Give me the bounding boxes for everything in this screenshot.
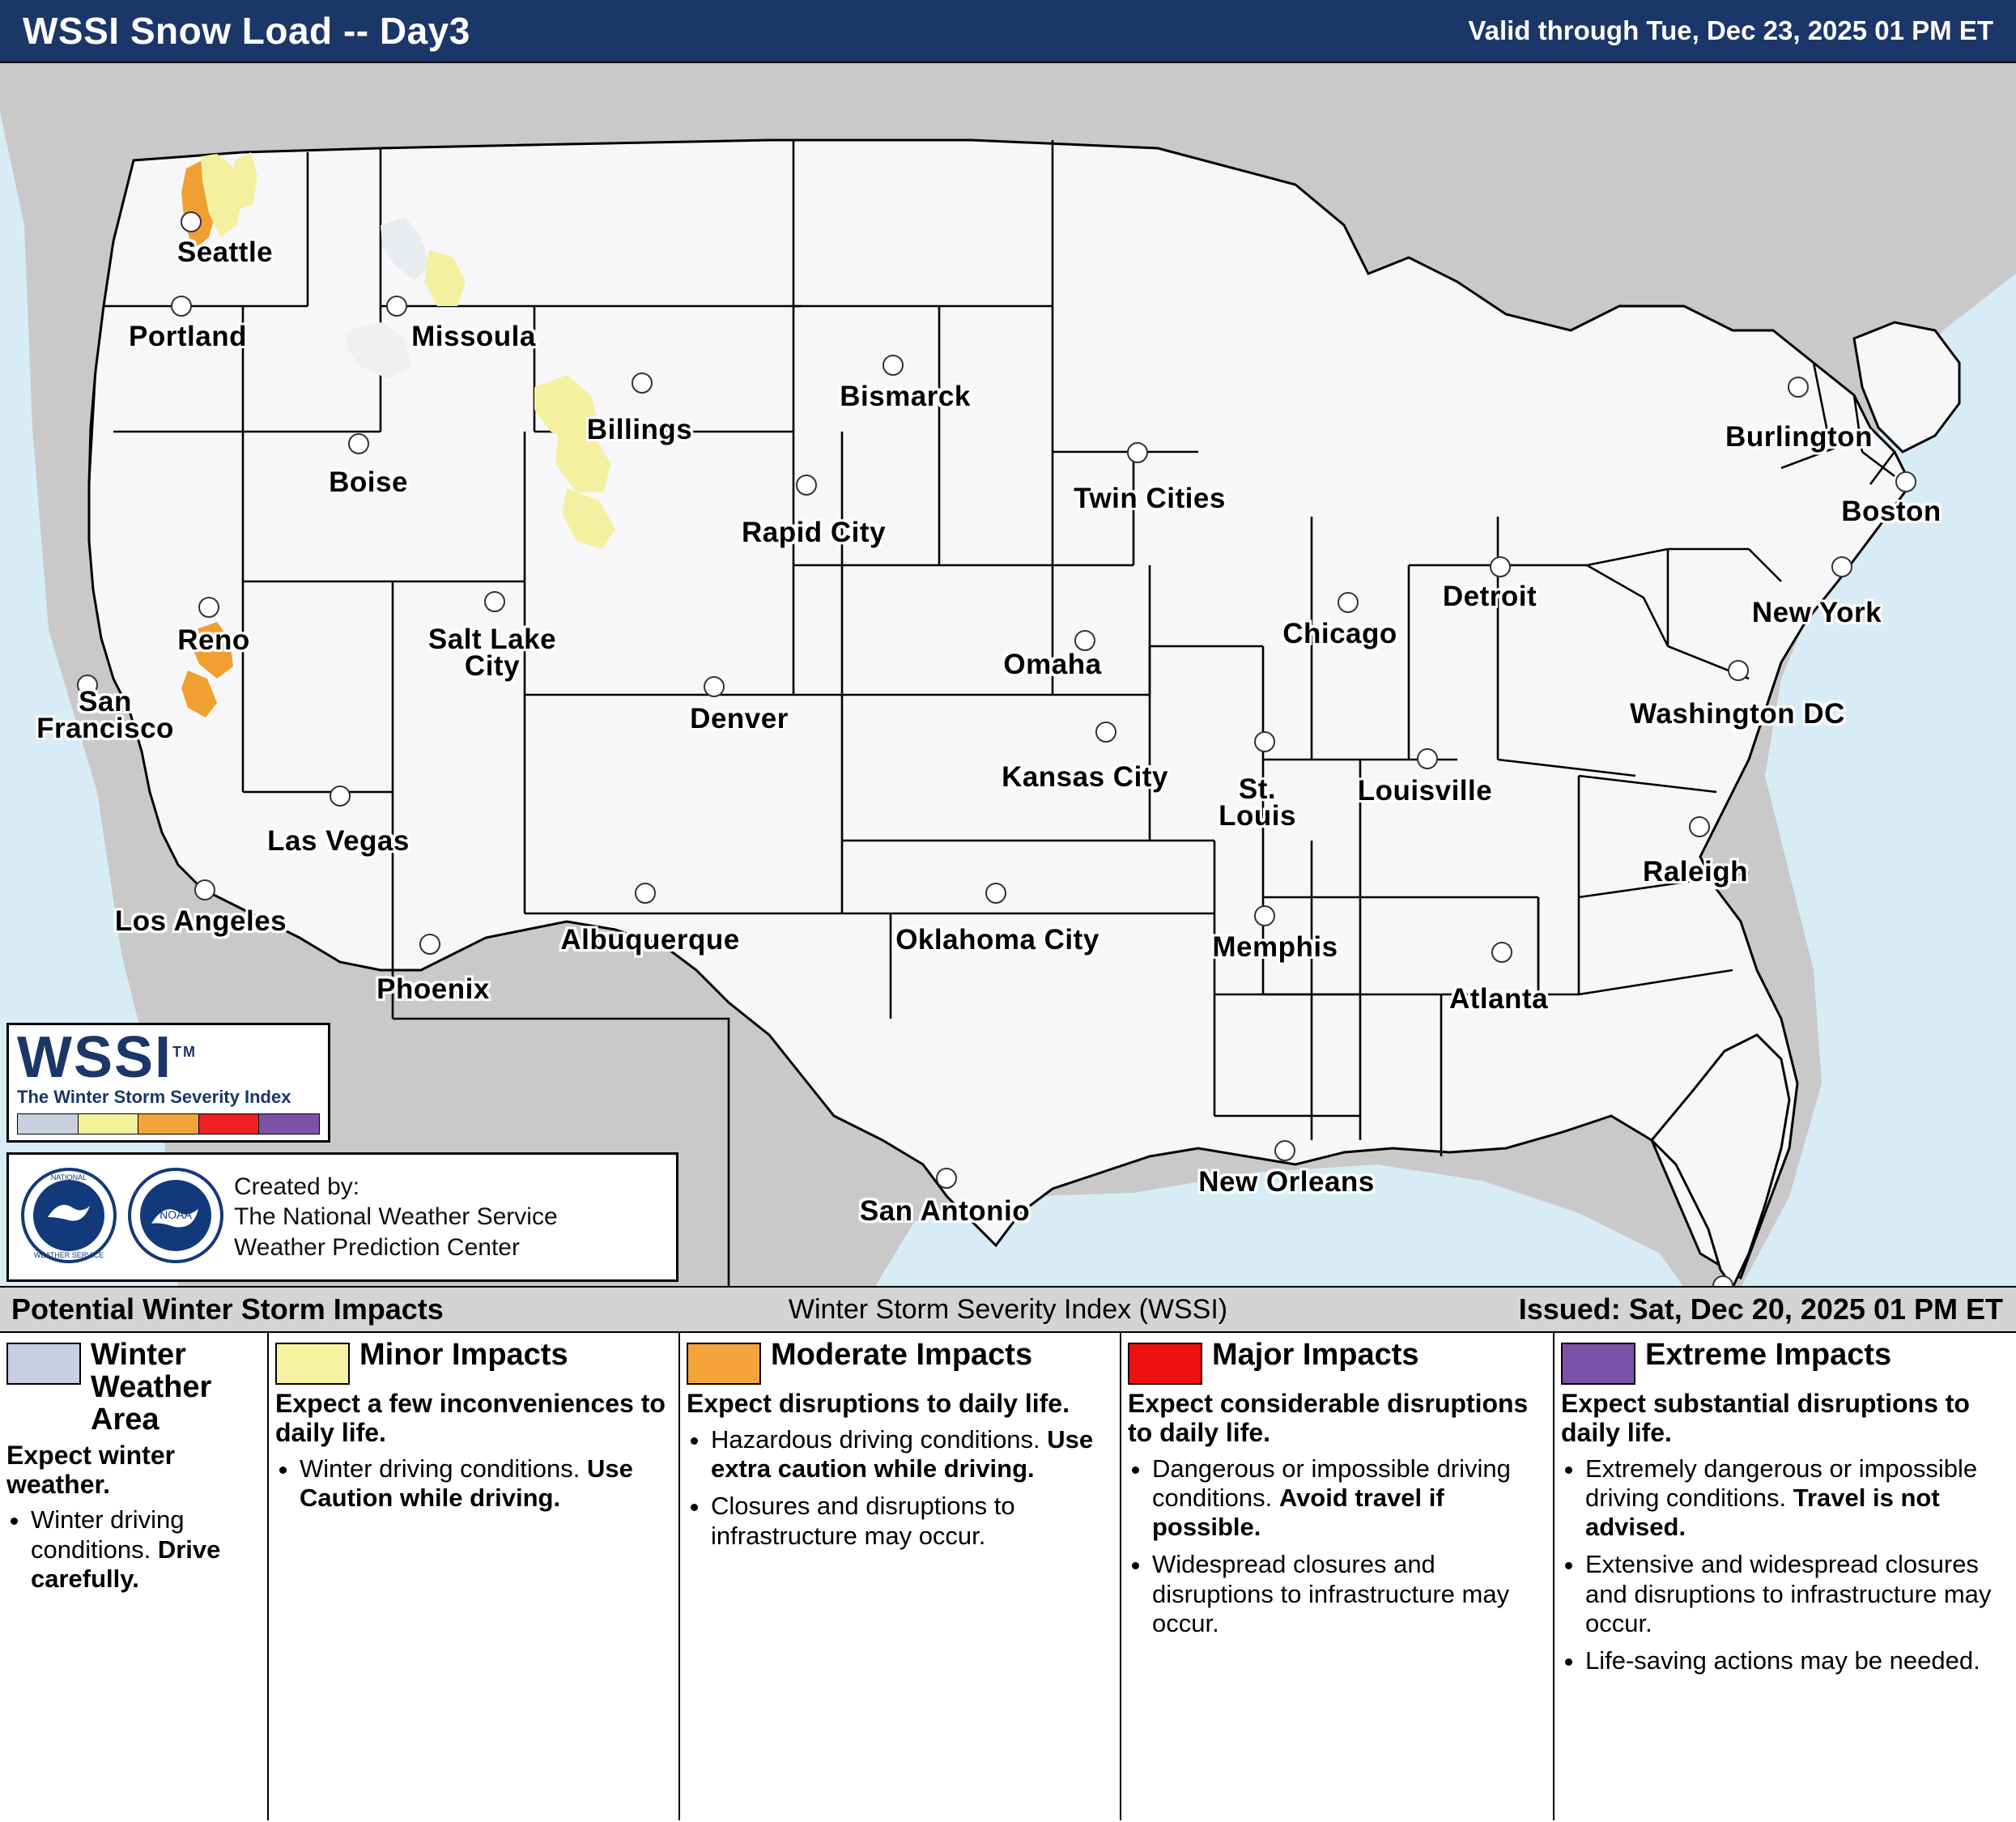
legend-subtitle: Expect considerable disruptions to daily life. (1128, 1389, 1529, 1447)
city-dot (198, 597, 219, 618)
impact-bar (0, 1288, 2016, 1333)
wssi-scale-swatch-2 (138, 1114, 199, 1134)
legend-bullet: • Winter driving conditions. Drive carefully. (31, 1505, 259, 1594)
city-label: New Orleans (1198, 1166, 1375, 1198)
legend-bullet: • Extremely dangerous or impossible driving conditions. Travel is not advised. (1585, 1454, 2006, 1543)
legend (0, 1333, 2016, 1820)
city-dot (1490, 556, 1511, 577)
city-label: Las Vegas (267, 825, 410, 857)
valid-through-text: Valid through Tue, Dec 23, 2025 01 PM ET (1468, 15, 1993, 45)
city-label: Atlanta (1448, 983, 1549, 1015)
city-dot (704, 676, 725, 697)
legend-bullet: • Widespread closures and disruptions to infrastructure may occur. (1152, 1550, 1545, 1638)
city-dot (985, 883, 1006, 904)
map-canvas[interactable] (0, 63, 2016, 1288)
legend-bullet: • Dangerous or impossible driving conditions. Avoid travel if possible. (1152, 1454, 1545, 1543)
legend-title: Minor Impacts (359, 1338, 568, 1372)
city-label: Billings (586, 414, 693, 445)
city-label: Bismarck (840, 381, 971, 412)
city-dot (1728, 660, 1749, 681)
city-label: Rapid City (741, 517, 887, 548)
city-label: Kansas City (1002, 761, 1168, 793)
city-dot (1274, 1140, 1295, 1161)
legend-bullet: • Winter driving conditions. Use Caution while driving. (300, 1454, 670, 1513)
legend-column-winter-weather-area (0, 1333, 269, 1820)
city-dot (1338, 592, 1359, 613)
city-label: New York (1751, 597, 1882, 628)
city-label: Louisville (1357, 775, 1493, 807)
city-label: Twin Cities (1074, 483, 1226, 514)
city-label: Phoenix (376, 973, 490, 1005)
wssi-trademark: TM (172, 1044, 198, 1060)
svg-text:NOAA: NOAA (159, 1207, 192, 1221)
city-label: San Antonio (859, 1195, 1031, 1227)
credit-line-2: The National Weather Service (234, 1203, 558, 1231)
legend-title: Winter Weather Area (91, 1338, 212, 1437)
city-label: Portland (129, 321, 247, 352)
wssi-logo (6, 1023, 330, 1143)
credit-box (6, 1152, 678, 1282)
city-dot (1491, 942, 1512, 963)
wssi-tagline: The Winter Storm Severity Index (17, 1087, 291, 1108)
legend-swatch (1128, 1343, 1202, 1385)
legend-bullet-list (275, 1454, 670, 1513)
legend-swatch (687, 1343, 761, 1385)
wssi-scale-swatch-1 (79, 1114, 139, 1134)
city-label: Raleigh (1643, 856, 1748, 888)
legend-bullet: • Extensive and widespread closures and disruptions to infrastructure may occur. (1585, 1550, 2006, 1638)
city-dot (1254, 905, 1275, 926)
legend-bullet: • Closures and disruptions to infrastructure may occur. (711, 1492, 1112, 1551)
city-label: Boise (329, 466, 408, 498)
city-label: Omaha (1003, 649, 1102, 680)
wssi-acronym: WSSI (17, 1025, 173, 1090)
city-dot (171, 296, 192, 317)
city-label: Los Angeles (114, 905, 287, 937)
svg-text:WEATHER SERVICE: WEATHER SERVICE (33, 1250, 104, 1259)
city-dot (635, 883, 656, 904)
wssi-scale-swatch-0 (18, 1114, 79, 1134)
legend-column-major-impacts (1121, 1333, 1555, 1820)
wssi-scale-swatch-3 (199, 1114, 260, 1134)
legend-title: Extreme Impacts (1645, 1338, 1892, 1372)
city-dot (484, 591, 505, 612)
legend-swatch (1561, 1343, 1635, 1385)
legend-bullet-list (687, 1425, 1112, 1551)
impact-bar-subtitle: Winter Storm Severity Index (WSSI) (788, 1293, 1228, 1325)
city-dot (796, 475, 817, 496)
city-label: Seattle (177, 236, 274, 268)
city-dot (1788, 377, 1809, 398)
city-dot (1095, 722, 1116, 743)
city-dot (348, 433, 369, 454)
city-label: Missoula (411, 321, 536, 352)
city-dot (883, 355, 904, 376)
noaa-seal (127, 1167, 224, 1268)
city-dot (936, 1168, 957, 1189)
city-dot (1689, 816, 1710, 837)
national-weather-service-seal (20, 1167, 117, 1268)
city-dot (632, 372, 653, 394)
city-label: Memphis (1212, 931, 1338, 963)
credit-line-3: Weather Prediction Center (234, 1233, 520, 1261)
city-dot (181, 211, 202, 232)
city-label: Reno (177, 624, 250, 656)
city-dot (1831, 556, 1852, 577)
city-label: Oklahoma City (895, 924, 1099, 956)
city-dot (419, 934, 440, 955)
legend-title: Moderate Impacts (771, 1338, 1033, 1372)
svg-text:NATIONAL: NATIONAL (50, 1173, 87, 1181)
issued-text: Issued: Sat, Dec 20, 2025 01 PM ET (1518, 1292, 2003, 1326)
legend-subtitle: Expect winter weather. (6, 1440, 176, 1499)
wssi-scale-swatch-4 (259, 1114, 319, 1134)
legend-bullet: • Hazardous driving conditions. Use extra caution while driving. (711, 1425, 1112, 1484)
legend-column-minor-impacts (269, 1333, 680, 1820)
city-label: Detroit (1442, 581, 1538, 612)
city-label: Boston (1841, 496, 1942, 527)
city-dot (1254, 731, 1275, 752)
legend-swatch (275, 1343, 350, 1385)
credit-line-1: Created by: (234, 1173, 360, 1200)
legend-column-extreme-impacts (1555, 1333, 2014, 1820)
legend-subtitle: Expect a few inconveniences to daily life. (275, 1389, 666, 1447)
city-label: Denver (690, 703, 789, 734)
legend-title: Major Impacts (1212, 1338, 1419, 1372)
legend-swatch (6, 1343, 81, 1385)
city-label: San Francisco (36, 686, 174, 745)
page-title: WSSI Snow Load -- Day3 (23, 10, 470, 52)
city-label: Albuquerque (560, 924, 740, 956)
city-dot (1127, 442, 1148, 463)
city-dot (330, 785, 351, 807)
legend-bullet: • Life-saving actions may be needed. (1585, 1646, 2006, 1675)
city-dot (1895, 471, 1916, 492)
city-label: Chicago (1282, 618, 1397, 649)
impact-bar-title: Potential Winter Storm Impacts (11, 1292, 444, 1326)
city-dot (386, 296, 407, 317)
legend-column-moderate-impacts (680, 1333, 1121, 1820)
legend-bullet-list (1128, 1454, 1545, 1639)
city-label: Burlington (1725, 421, 1873, 453)
city-label: Salt Lake City (427, 624, 557, 683)
page-header (0, 0, 2016, 63)
wssi-color-scale (17, 1113, 320, 1134)
legend-subtitle: Expect disruptions to daily life. (687, 1389, 1070, 1418)
city-dot (194, 879, 215, 900)
city-label: St. Louis (1219, 773, 1296, 832)
city-dot (1417, 748, 1438, 769)
city-label: Washington DC (1630, 698, 1845, 730)
legend-subtitle: Expect substantial disruptions to daily life. (1561, 1389, 1970, 1447)
legend-bullet-list (6, 1505, 259, 1594)
legend-bullet-list (1561, 1454, 2006, 1676)
